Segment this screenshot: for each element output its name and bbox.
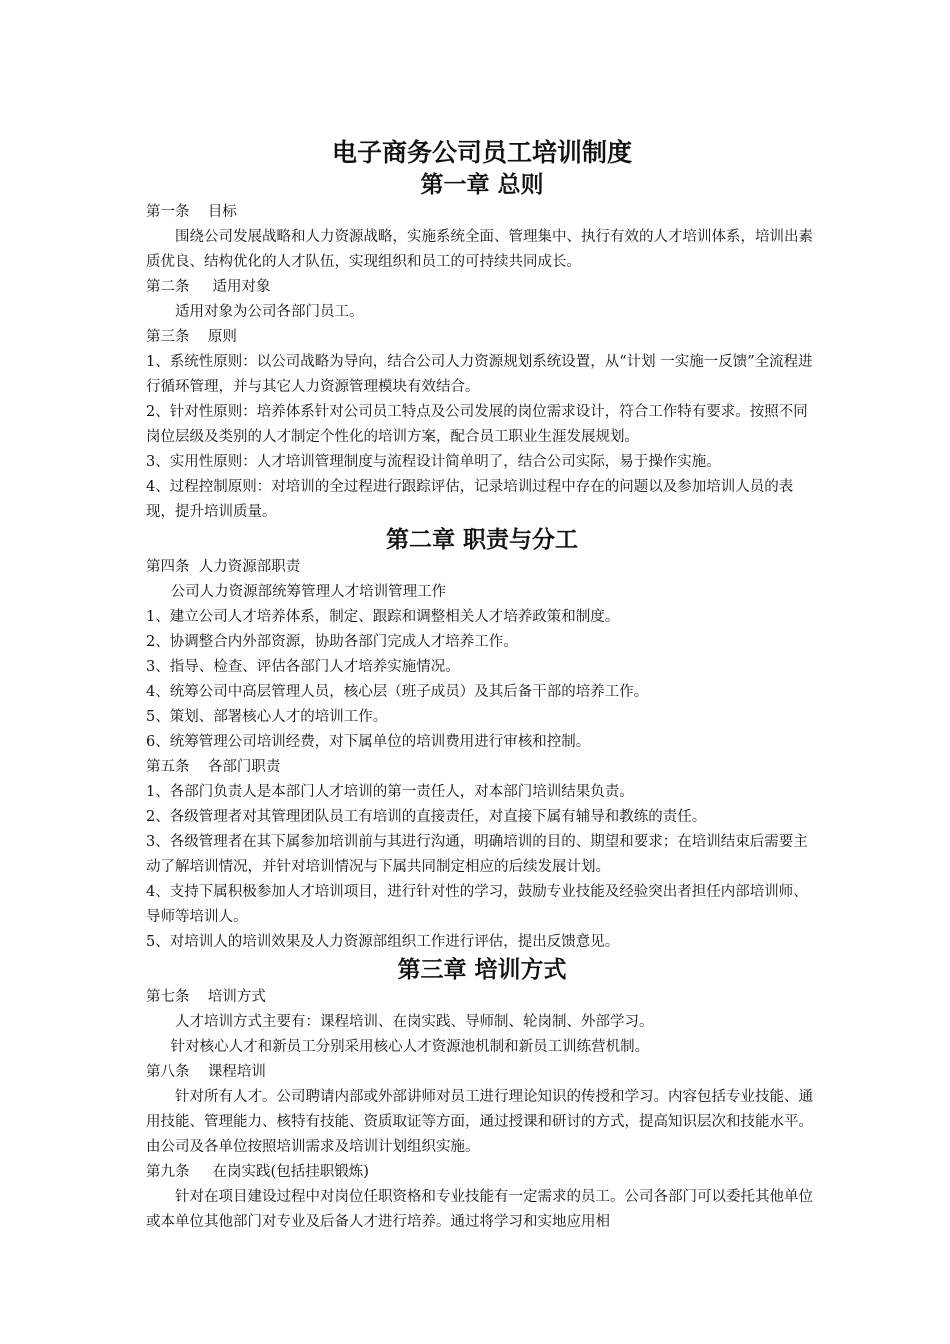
article-heading: 第二条 适用对象 bbox=[146, 279, 271, 295]
article-heading: 第九条 在岗实践(包括挂职锻炼) bbox=[146, 1164, 369, 1180]
list-item: 1、各部门负责人是本部门人才培训的第一责任人，对本部门培训结果负责。 bbox=[146, 784, 634, 800]
chapter-2-heading: 第二章 职责与分工 bbox=[385, 526, 578, 553]
list-item: 3、各级管理者在其下属参加培训前与其进行沟通，明确培训的目的、期望和要求；在培训结束后需要主动了解培训情况，并针对培训情况与下属共同制定相应的后续发展计划。 bbox=[146, 834, 808, 875]
article-heading: 第一条 目标 bbox=[146, 204, 237, 220]
chapter-3-heading: 第三章 培训方式 bbox=[397, 956, 567, 983]
list-item: 1、系统性原则：以公司战略为导向，结合公司人力资源规划系统设置，从“计划 一实施一反馈”全流程进行循环管理，并与其它人力资源管理模块有效结合。 bbox=[146, 354, 813, 395]
paragraph: 人才培训方式主要有：课程培训、在岗实践、导师制、轮岗制、外部学习。 bbox=[175, 1014, 654, 1030]
list-item: 4、统筹公司中高层管理人员，核心层（班子成员）及其后备干部的培养工作。 bbox=[146, 684, 649, 700]
list-item: 5、策划、部署核心人才的培训工作。 bbox=[146, 709, 388, 725]
list-item: 3、实用性原则：人才培训管理制度与流程设计简单明了，结合公司实际，易于操作实施。 bbox=[146, 454, 721, 470]
document-page bbox=[146, 136, 818, 1235]
article-heading: 第五条 各部门职责 bbox=[146, 759, 281, 775]
article-heading: 第四条 人力资源部职责 bbox=[146, 559, 301, 575]
list-item: 3、指导、检查、评估各部门人才培养实施情况。 bbox=[146, 659, 460, 675]
paragraph: 针对所有人才。公司聘请内部或外部讲师对员工进行理论知识的传授和学习。内容包括专业技能、通用技能、管理能力、核特有技能、资质取证等方面，通过授课和研讨的方式，提高知识层次和技能水平。由公司及各单位按照培训需求及培训计划组织实施。 bbox=[146, 1089, 813, 1155]
paragraph: 适用对象为公司各部门员工。 bbox=[175, 304, 364, 320]
paragraph: 针对在项目建设过程中对岗位任职资格和专业技能有一定需求的员工。公司各部门可以委托其他单位或本单位其他部门对专业及后备人才进行培养。通过将学习和实地应用相 bbox=[146, 1189, 813, 1230]
list-item: 5、对培训人的培训效果及人力资源部组织工作进行评估，提出反馈意见。 bbox=[146, 934, 620, 950]
article-heading: 第七条 培训方式 bbox=[146, 989, 266, 1005]
list-item: 2、协调整合内外部资源，协助各部门完成人才培养工作。 bbox=[146, 634, 518, 650]
list-item: 2、各级管理者对其管理团队员工有培训的直接责任，对直接下属有辅导和教练的责任。 bbox=[146, 809, 707, 825]
list-item: 1、建立公司人才培养体系，制定、跟踪和调整相关人才培养政策和制度。 bbox=[146, 609, 620, 625]
list-item: 6、统筹管理公司培训经费，对下属单位的培训费用进行审核和控制。 bbox=[146, 734, 591, 750]
paragraph: 公司人力资源部统筹管理人才培训管理工作 bbox=[170, 584, 447, 600]
article-heading: 第八条 课程培训 bbox=[146, 1064, 266, 1080]
chapter-1-heading: 第一章 总则 bbox=[420, 171, 544, 198]
article-heading: 第三条 原则 bbox=[146, 329, 237, 345]
list-item: 4、支持下属积极参加人才培训项目，进行针对性的学习，鼓励专业技能及经验突出者担任内部培训师、导师等培训人。 bbox=[146, 884, 808, 925]
list-item: 2、针对性原则：培养体系针对公司员工特点及公司发展的岗位需求设计，符合工作特有要求。按照不同岗位层级及类别的人才制定个性化的培训方案，配合员工职业生涯发展规划。 bbox=[146, 404, 808, 445]
paragraph: 针对核心人才和新员工分别采用核心人才资源池机制和新员工训练营机制。 bbox=[170, 1039, 650, 1055]
paragraph: 围绕公司发展战略和人力资源战略，实施系统全面、管理集中、执行有效的人才培训体系，培训出素质优良、结构优化的人才队伍，实现组织和员工的可持续共同成长。 bbox=[146, 229, 813, 270]
document-title: 电子商务公司员工培训制度 bbox=[331, 138, 632, 167]
list-item: 4、过程控制原则：对培训的全过程进行跟踪评估，记录培训过程中存在的问题以及参加培训人员的表现，提升培训质量。 bbox=[146, 479, 794, 520]
